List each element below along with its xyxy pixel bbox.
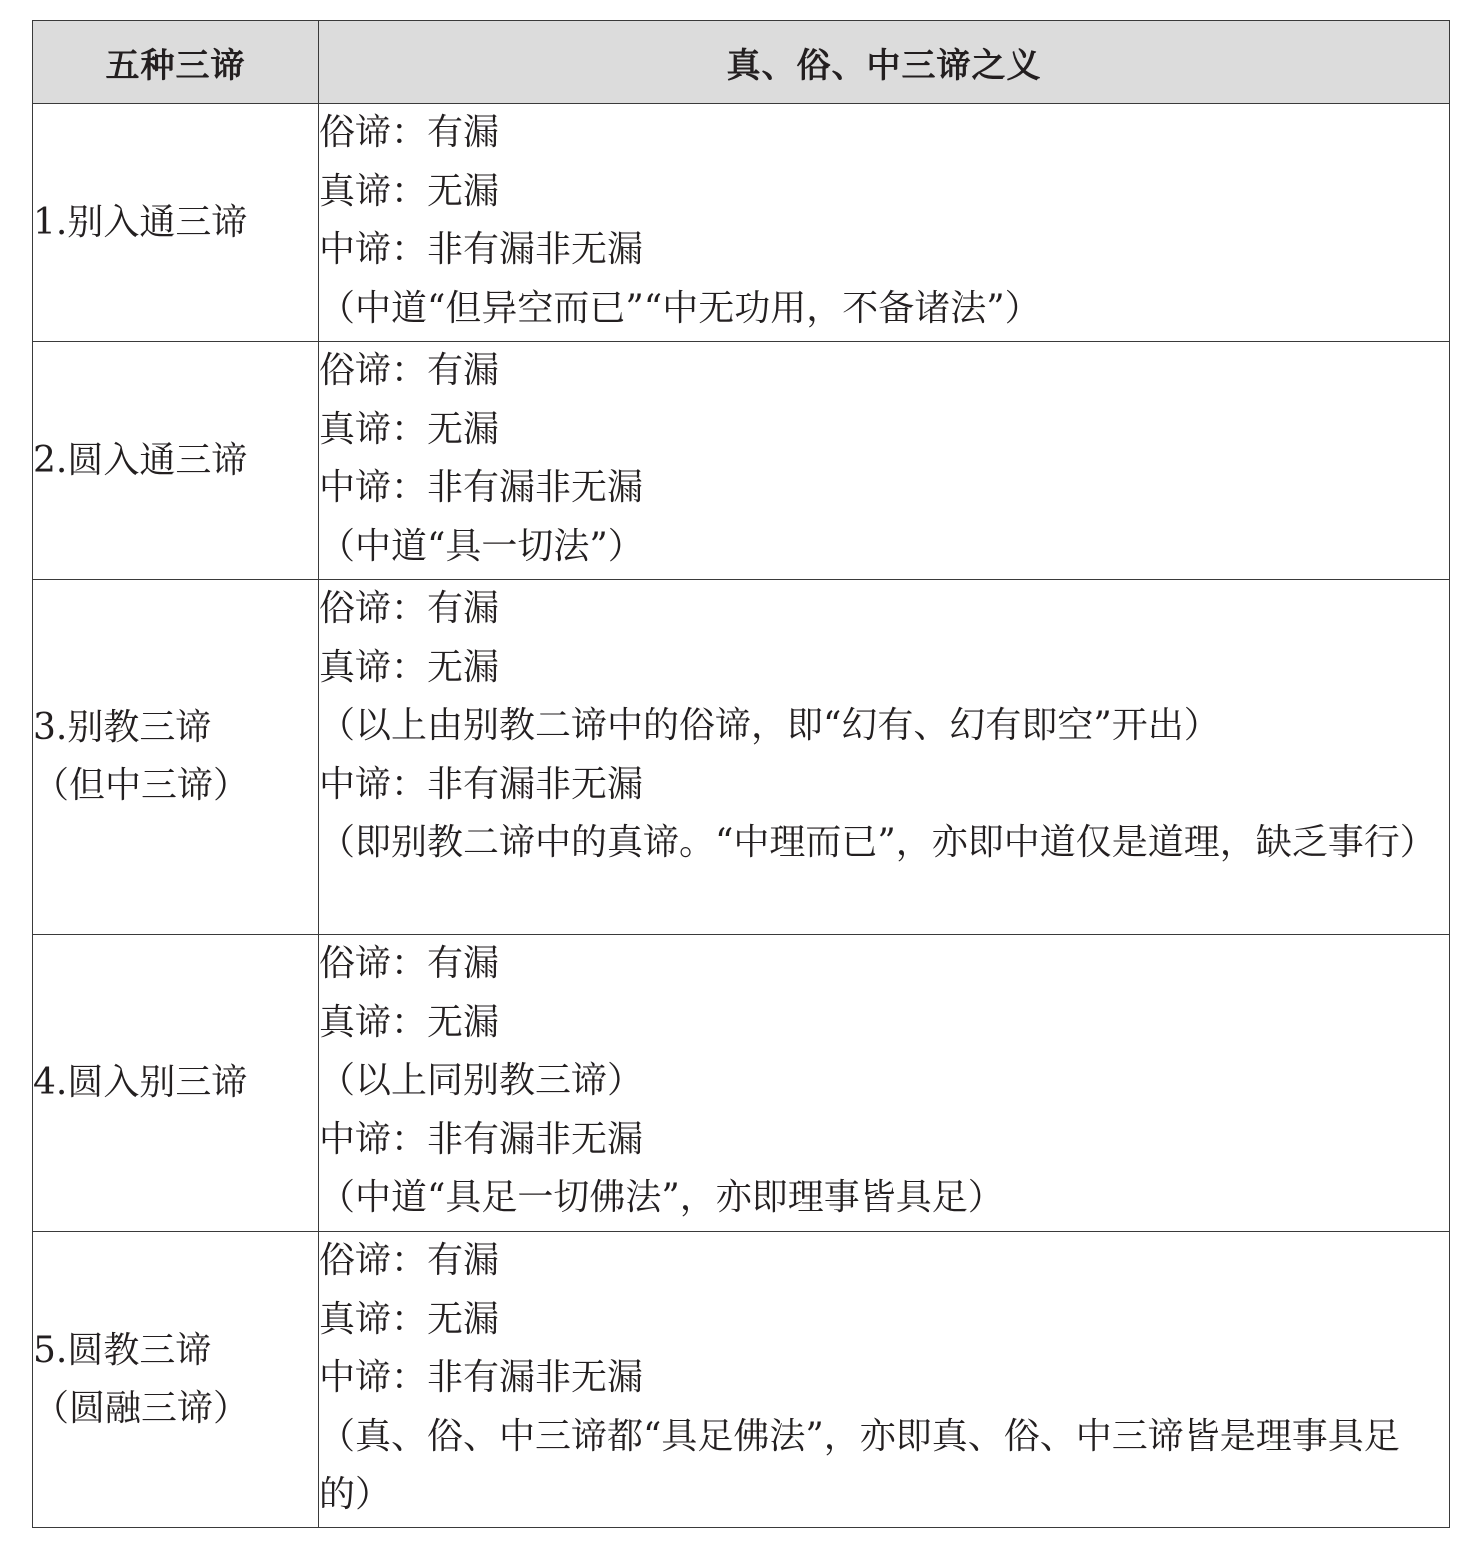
content-line: 真谛：无漏 [319,170,500,212]
content-line: 真谛：无漏 [319,1298,500,1340]
row-name: 3.别教三谛 [33,707,212,748]
five-three-truths-table [32,20,1450,1528]
row-content-cell [319,1232,1450,1528]
row-content-cell [319,104,1450,342]
row-name-cell [33,342,319,580]
content-line: 俗谛：有漏 [319,1240,500,1281]
row-content-cell [319,342,1450,580]
row-name: 2.圆入通三谛 [33,439,248,481]
table-row [33,580,1450,935]
table-row [33,104,1450,342]
content-line: 俗谛：有漏 [319,943,500,984]
content-line: （中道“具一切法”） [319,525,644,567]
content-line: 俗谛：有漏 [319,112,500,153]
row-name: 4.圆入别三谛 [33,1062,248,1103]
content-line: （中道“具足一切佛法”，亦即理事皆具足） [319,1177,1004,1218]
content-line: （即别教二谛中的真谛。“中理而已”，亦即中道仅是道理，缺乏事行） [319,822,1436,863]
content-line: （真、俗、中三谛都“具足佛法”，亦即真、俗、中三谛皆是理事具足的） [319,1415,1400,1515]
row-name-cell [33,104,319,342]
content-line: 中谛：非有漏非无漏 [319,229,644,270]
content-line: 真谛：无漏 [319,646,500,688]
content-line: 真谛：无漏 [319,408,500,450]
header-meaning: 真、俗、中三谛之义 [319,21,1450,104]
table-row [33,935,1450,1232]
content-line: 中谛：非有漏非无漏 [319,763,644,805]
row-name-cell [33,935,319,1232]
table-row [33,1232,1450,1528]
row-name: 5.圆教三谛 [33,1329,212,1371]
row-name-cell [33,1232,319,1528]
content-line: （中道“但异空而已”“中无功用，不备诸法”） [319,287,1041,329]
row-content-cell [319,580,1450,935]
row-name-cell [33,580,319,935]
table-row [33,342,1450,580]
header-five-kinds: 五种三谛 [33,21,319,104]
content-line: （以上同别教三谛） [319,1060,644,1101]
header-row [33,21,1450,104]
row-name: 1.别入通三谛 [33,201,248,243]
content-line: 真谛：无漏 [319,1001,500,1043]
content-line: 中谛：非有漏非无漏 [319,1118,644,1160]
content-line: 中谛：非有漏非无漏 [319,1357,644,1398]
content-line: （以上由别教二谛中的俗谛，即“幻有、幻有即空”开出） [319,705,1220,746]
row-name-sub: （圆融三谛） [33,1387,250,1429]
table-header [33,21,1450,104]
content-line: 俗谛：有漏 [319,350,500,391]
row-name-sub: （但中三谛） [33,765,250,806]
content-line: 中谛：非有漏非无漏 [319,467,644,508]
content-line: 俗谛：有漏 [319,588,500,629]
row-content-cell [319,935,1450,1232]
